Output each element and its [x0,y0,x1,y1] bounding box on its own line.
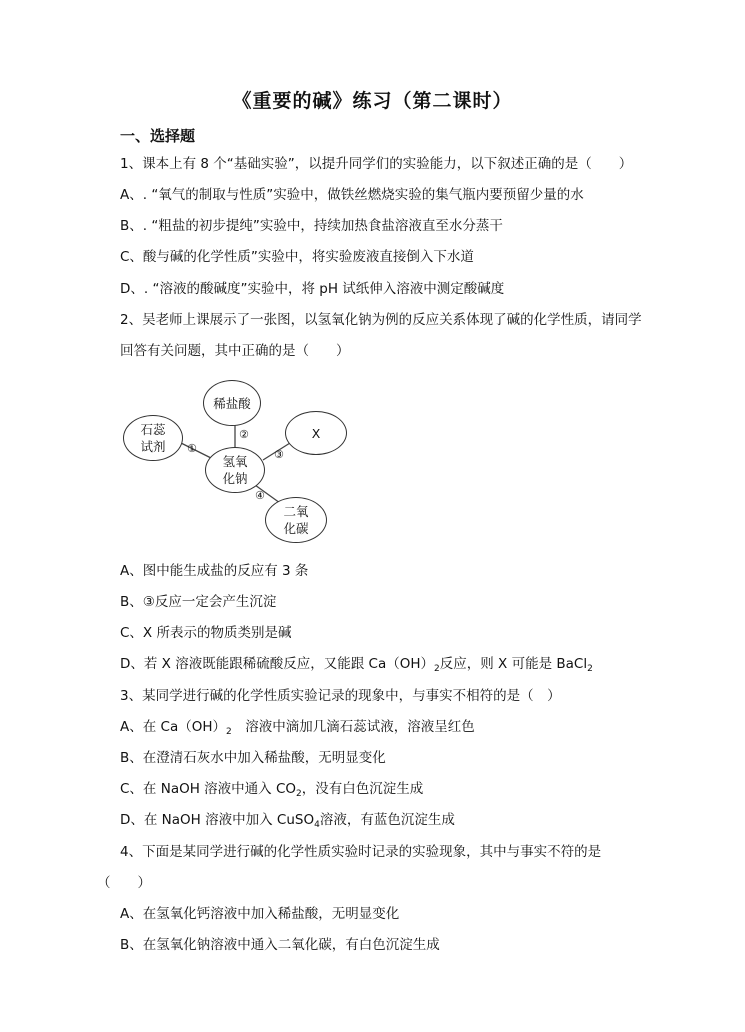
q3-option-a [120,717,475,742]
q2-option-b: B、③反应一定会产生沉淀 [120,594,277,610]
node-co2 [265,497,327,543]
q4-stem-line2: （ ） [97,875,151,891]
text-part: D、在 NaOH 溶液中加入 CuSO [120,812,315,828]
node-label: X [311,425,321,441]
text-part: D、若 X 溶液既能跟稀硫酸反应，又能跟 Ca（OH） [120,656,434,672]
subscript: 2 [434,664,440,674]
text-part: ，没有白色沉淀生成 [301,781,424,797]
q2-option-a: A、图中能生成盐的反应有 3 条 [120,563,309,579]
text-part: 反应，则 X 可能是 BaCl [439,656,588,672]
text-part: C、在 NaOH 溶液中通入 CO [120,781,297,797]
node-litmus [123,415,183,461]
node-naoh [205,447,265,493]
reaction-label-4: ④ [255,489,265,502]
q3-option-b: B、在澄清石灰水中加入稀盐酸，无明显变化 [120,750,386,766]
reaction-label-1: ① [187,442,197,455]
q1-option-c: C、酸与碱的化学性质”实验中，将实验废液直接倒入下水道 [120,249,474,265]
section-heading: 一、选择题 [120,127,196,145]
subscript: 2 [587,664,593,674]
reaction-label-2: ② [239,428,249,441]
subscript: 4 [314,820,320,830]
subscript: 2 [296,789,302,799]
q3-option-d [120,810,455,835]
node-label: 试剂 [140,439,166,454]
q4-stem-line1: 4、下面是某同学进行碱的化学性质实验时记录的实验现象，其中与事实不符的是 [120,844,602,860]
q1-option-b: B、. “粗盐的初步提纯”实验中，持续加热食盐溶液直至水分蒸干 [120,218,503,234]
node-dilute-hcl [203,380,261,426]
node-label: 化钠 [222,471,248,486]
text-part: A、在 Ca（OH） [120,719,227,735]
text-part: 溶液，有蓝色沉淀生成 [319,812,455,828]
node-label: 石蕊 [140,422,166,437]
q4-option-b: B、在氢氧化钠溶液中通入二氧化碳，有白色沉淀生成 [120,937,440,953]
node-label: 稀盐酸 [213,395,251,411]
text-part: 溶液中滴加几滴石蕊试液，溶液呈红色 [231,719,475,735]
q4-option-a: A、在氢氧化钙溶液中加入稀盐酸，无明显变化 [120,906,400,922]
node-x [285,411,347,455]
node-label: 氢氧 [222,454,248,469]
subscript: 2 [226,727,232,737]
q3-option-c [120,779,423,804]
q2-option-d [120,654,593,679]
node-label: 二氧 [283,504,309,519]
q1-option-a: A、. “氧气的制取与性质”实验中，做铁丝燃烧实验的集气瓶内要预留少量的水 [120,187,584,203]
reaction-diagram [115,375,365,545]
q1-option-d: D、. “溶液的酸碱度”实验中，将 pH 试纸伸入溶液中测定酸碱度 [120,281,505,297]
reaction-label-3: ③ [274,448,284,461]
document-title: 《重要的碱》练习（第二课时） [232,90,513,112]
q1-stem: 1、课本上有 8 个“基础实验”，以提升同学们的实验能力，以下叙述正确的是（ ） [120,156,633,172]
q2-stem-line1: 2、吴老师上课展示了一张图，以氢氧化钠为例的反应关系体现了碱的化学性质，请同学 [120,312,642,328]
q2-option-c: C、X 所表示的物质类别是碱 [120,625,292,641]
node-label: 化碳 [283,521,309,536]
q2-stem-line2: 回答有关问题，其中正确的是（ ） [120,343,350,359]
q3-stem: 3、某同学进行碱的化学性质实验记录的现象中，与事实不相符的是（ ） [120,688,561,704]
